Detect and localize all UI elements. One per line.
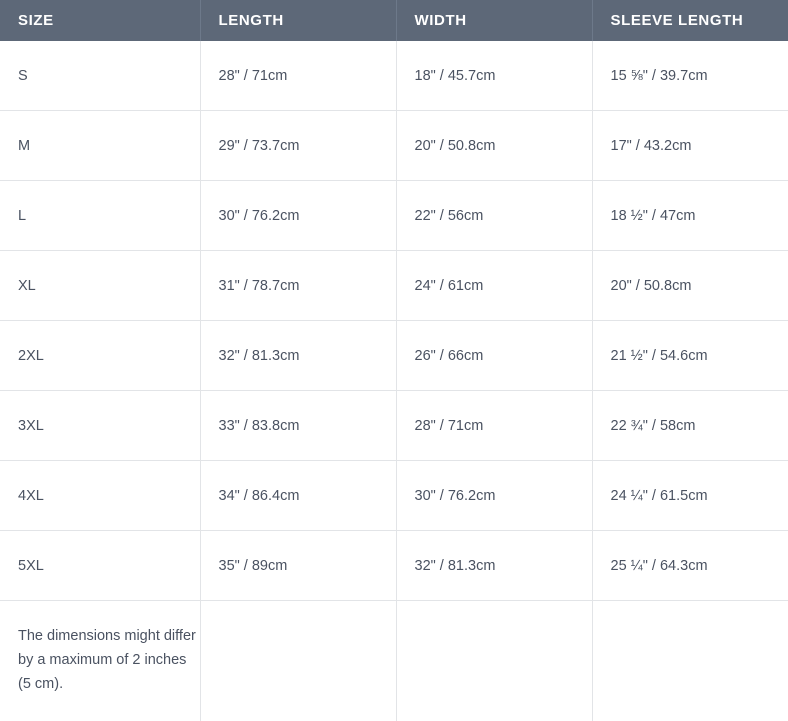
table-row: [0, 531, 788, 601]
cell-length: 30" / 76.2cm: [200, 181, 396, 251]
empty-cell: [200, 601, 396, 721]
table-row: [0, 251, 788, 321]
cell-sleeve-length: 15 ⅝" / 39.7cm: [592, 41, 788, 111]
empty-cell: [396, 601, 592, 721]
cell-length: 28" / 71cm: [200, 41, 396, 111]
cell-width: 18" / 45.7cm: [396, 41, 592, 111]
cell-size: M: [0, 111, 200, 181]
cell-width: 30" / 76.2cm: [396, 461, 592, 531]
cell-length: 29" / 73.7cm: [200, 111, 396, 181]
cell-width: 32" / 81.3cm: [396, 531, 592, 601]
column-header-size: SIZE: [0, 0, 200, 41]
cell-width: 22" / 56cm: [396, 181, 592, 251]
cell-sleeve-length: 22 ¾" / 58cm: [592, 391, 788, 461]
cell-width: 26" / 66cm: [396, 321, 592, 391]
table-row: [0, 181, 788, 251]
cell-length: 31" / 78.7cm: [200, 251, 396, 321]
cell-sleeve-length: 21 ½" / 54.6cm: [592, 321, 788, 391]
cell-sleeve-length: 24 ¼" / 61.5cm: [592, 461, 788, 531]
table-note-row: [0, 601, 788, 721]
cell-length: 33" / 83.8cm: [200, 391, 396, 461]
cell-size: 4XL: [0, 461, 200, 531]
cell-width: 24" / 61cm: [396, 251, 592, 321]
table-row: [0, 111, 788, 181]
cell-length: 32" / 81.3cm: [200, 321, 396, 391]
cell-sleeve-length: 18 ½" / 47cm: [592, 181, 788, 251]
cell-size: 2XL: [0, 321, 200, 391]
cell-size: XL: [0, 251, 200, 321]
table-row: [0, 461, 788, 531]
cell-sleeve-length: 20" / 50.8cm: [592, 251, 788, 321]
cell-size: S: [0, 41, 200, 111]
table-row: [0, 321, 788, 391]
table-row: [0, 41, 788, 111]
dimensions-note: The dimensions might differ by a maximum of 2 inches (5 cm).: [0, 601, 200, 721]
table-header-row: [0, 0, 788, 41]
column-header-width: WIDTH: [396, 0, 592, 41]
cell-size: 5XL: [0, 531, 200, 601]
cell-size: L: [0, 181, 200, 251]
cell-length: 35" / 89cm: [200, 531, 396, 601]
table-body: [0, 41, 788, 721]
cell-width: 28" / 71cm: [396, 391, 592, 461]
column-header-length: LENGTH: [200, 0, 396, 41]
cell-sleeve-length: 17" / 43.2cm: [592, 111, 788, 181]
table-header: [0, 0, 788, 41]
cell-size: 3XL: [0, 391, 200, 461]
empty-cell: [592, 601, 788, 721]
cell-length: 34" / 86.4cm: [200, 461, 396, 531]
cell-sleeve-length: 25 ¼" / 64.3cm: [592, 531, 788, 601]
cell-width: 20" / 50.8cm: [396, 111, 592, 181]
table-row: [0, 391, 788, 461]
column-header-sleeve-length: SLEEVE LENGTH: [592, 0, 788, 41]
